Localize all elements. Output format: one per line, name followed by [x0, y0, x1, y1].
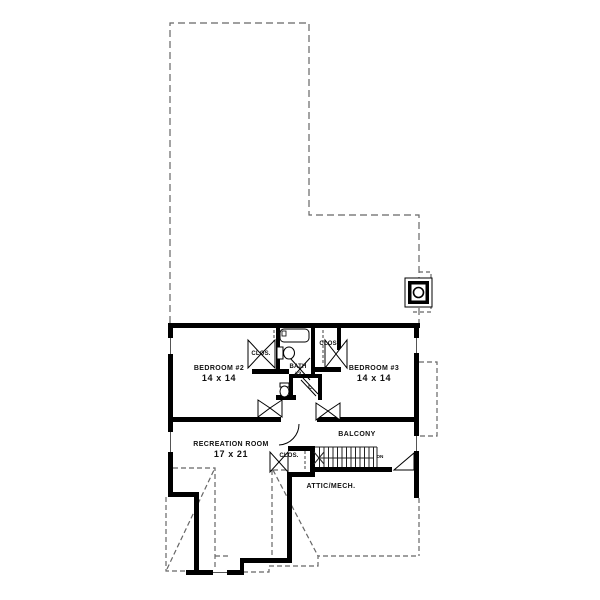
- bedroom2-dims: 14 x 14: [201, 373, 237, 383]
- sink-icon: [284, 347, 295, 359]
- attic-mech-label: ATTIC/MECH.: [306, 483, 356, 490]
- stairs-down-label: DN: [376, 454, 384, 460]
- walls: [168, 323, 420, 575]
- bedroom3-label: BEDROOM #3: [348, 365, 400, 372]
- door-swings: [248, 340, 414, 472]
- fireplace-icon: [405, 278, 432, 307]
- bath-label: BATH: [289, 364, 307, 370]
- bedroom3-dims: 14 x 14: [356, 373, 392, 383]
- closet-right-label: CLOS.: [319, 341, 339, 347]
- closet-left-label: CLOS.: [251, 351, 271, 357]
- bath-number: #3: [294, 372, 302, 378]
- sink-vanity-icon: [277, 347, 283, 359]
- toilet-icon: [280, 386, 289, 397]
- dashed-outline-lines: [166, 23, 437, 572]
- linen-closet-label: L.: [308, 385, 314, 391]
- bedroom2-label: BEDROOM #2: [193, 365, 245, 372]
- stairs: [314, 447, 377, 467]
- closet-stairs-label: CLOS.: [279, 453, 299, 459]
- recreation-room-label: RECREATION ROOM: [193, 441, 269, 448]
- recreation-room-dims: 17 x 21: [213, 449, 249, 459]
- balcony-label: BALCONY: [338, 431, 376, 438]
